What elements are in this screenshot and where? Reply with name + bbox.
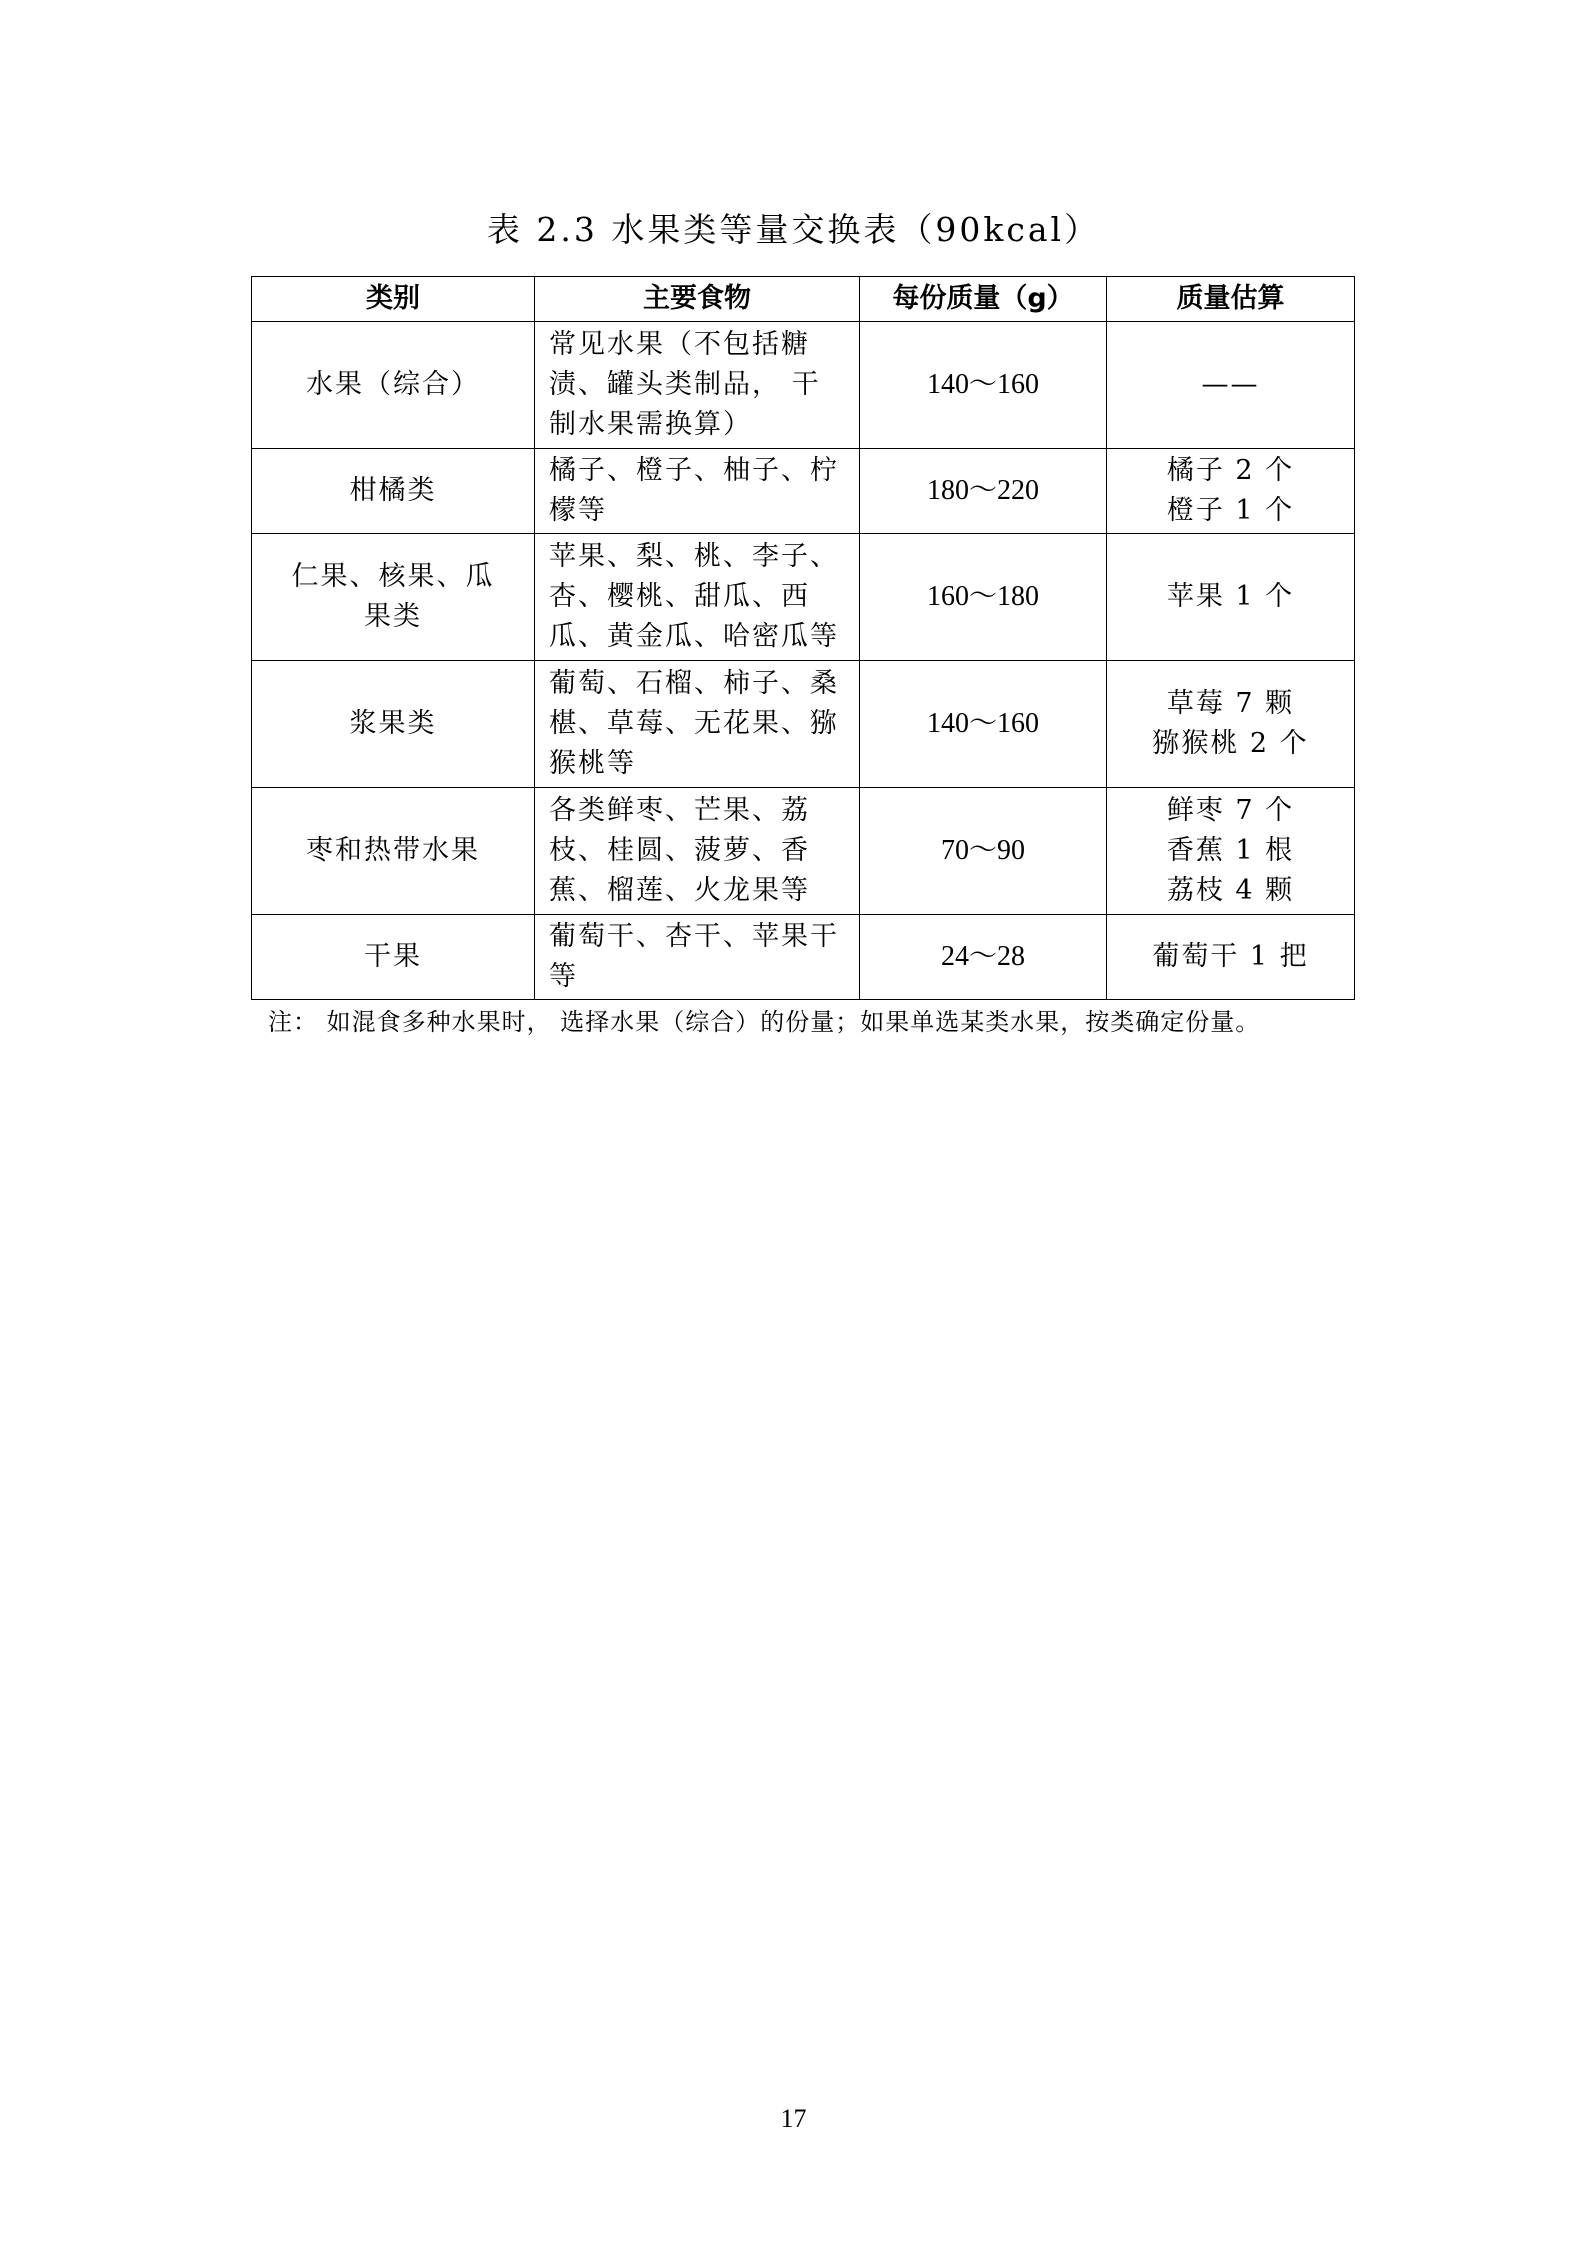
row-weight: 24～28: [860, 915, 1107, 1000]
table-row: [252, 449, 1355, 534]
row-estimate: [1107, 661, 1355, 788]
row-weight: 140～160: [860, 661, 1107, 788]
table-row: [252, 915, 1355, 1000]
estimate-line: 鲜枣 7 个: [1166, 795, 1295, 826]
row-category: 枣和热带水果: [252, 788, 535, 915]
fruit-exchange-table: [251, 276, 1355, 1000]
row-foods: 葡萄干、杏干、苹果干等: [535, 915, 860, 1000]
estimate-line: 猕猴桃 2 个: [1152, 728, 1309, 759]
row-estimate: [1107, 534, 1355, 661]
table-title: 表 2.3 水果类等量交换表（90kcal）: [486, 210, 1101, 249]
table-note: 注： 如混食多种水果时， 选择水果（综合）的份量；如果单选某类水果，按类确定份量。: [268, 1008, 1261, 1036]
table-row: [252, 534, 1355, 661]
header-category: 类别: [252, 277, 535, 322]
estimate-line: 苹果 1 个: [1166, 581, 1295, 612]
row-foods: 苹果、梨、桃、李子、杏、樱桃、甜瓜、西瓜、黄金瓜、哈密瓜等: [535, 534, 860, 661]
row-category-text: 仁果、核果、瓜果类: [291, 561, 495, 632]
row-estimate: [1107, 322, 1355, 449]
row-category: 浆果类: [252, 661, 535, 788]
row-estimate: [1107, 915, 1355, 1000]
table-row: [252, 788, 1355, 915]
estimate-line: 荔枝 4 颗: [1166, 875, 1295, 906]
row-estimate: [1107, 788, 1355, 915]
row-foods: 葡萄、石榴、柿子、桑椹、草莓、无花果、猕猴桃等: [535, 661, 860, 788]
row-foods: 橘子、橙子、柚子、柠檬等: [535, 449, 860, 534]
row-foods: 常见水果（不包括糖渍、罐头类制品， 干制水果需换算）: [535, 322, 860, 449]
row-category: 柑橘类: [252, 449, 535, 534]
row-category: 水果（综合）: [252, 322, 535, 449]
page-number: 17: [780, 2104, 807, 2133]
row-weight: 180～220: [860, 449, 1107, 534]
estimate-line: 橘子 2 个: [1166, 455, 1295, 486]
row-foods: 各类鲜枣、芒果、荔枝、桂圆、菠萝、香蕉、榴莲、火龙果等: [535, 788, 860, 915]
estimate-line: 草莓 7 颗: [1166, 688, 1295, 719]
row-weight: 70～90: [860, 788, 1107, 915]
header-estimate: 质量估算: [1107, 277, 1355, 322]
row-category: 干果: [252, 915, 535, 1000]
row-category: [252, 534, 535, 661]
estimate-line: 香蕉 1 根: [1166, 835, 1295, 866]
row-weight: 160～180: [860, 534, 1107, 661]
row-estimate: [1107, 449, 1355, 534]
estimate-line: 葡萄干 1 把: [1152, 941, 1309, 972]
row-weight: 140～160: [860, 322, 1107, 449]
table-row: [252, 322, 1355, 449]
header-weight: 每份质量（g）: [860, 277, 1107, 322]
estimate-line: 橙子 1 个: [1166, 495, 1295, 526]
table-header-row: [252, 277, 1355, 322]
table-row: [252, 661, 1355, 788]
estimate-line: ——: [1201, 369, 1260, 400]
header-foods: 主要食物: [535, 277, 860, 322]
